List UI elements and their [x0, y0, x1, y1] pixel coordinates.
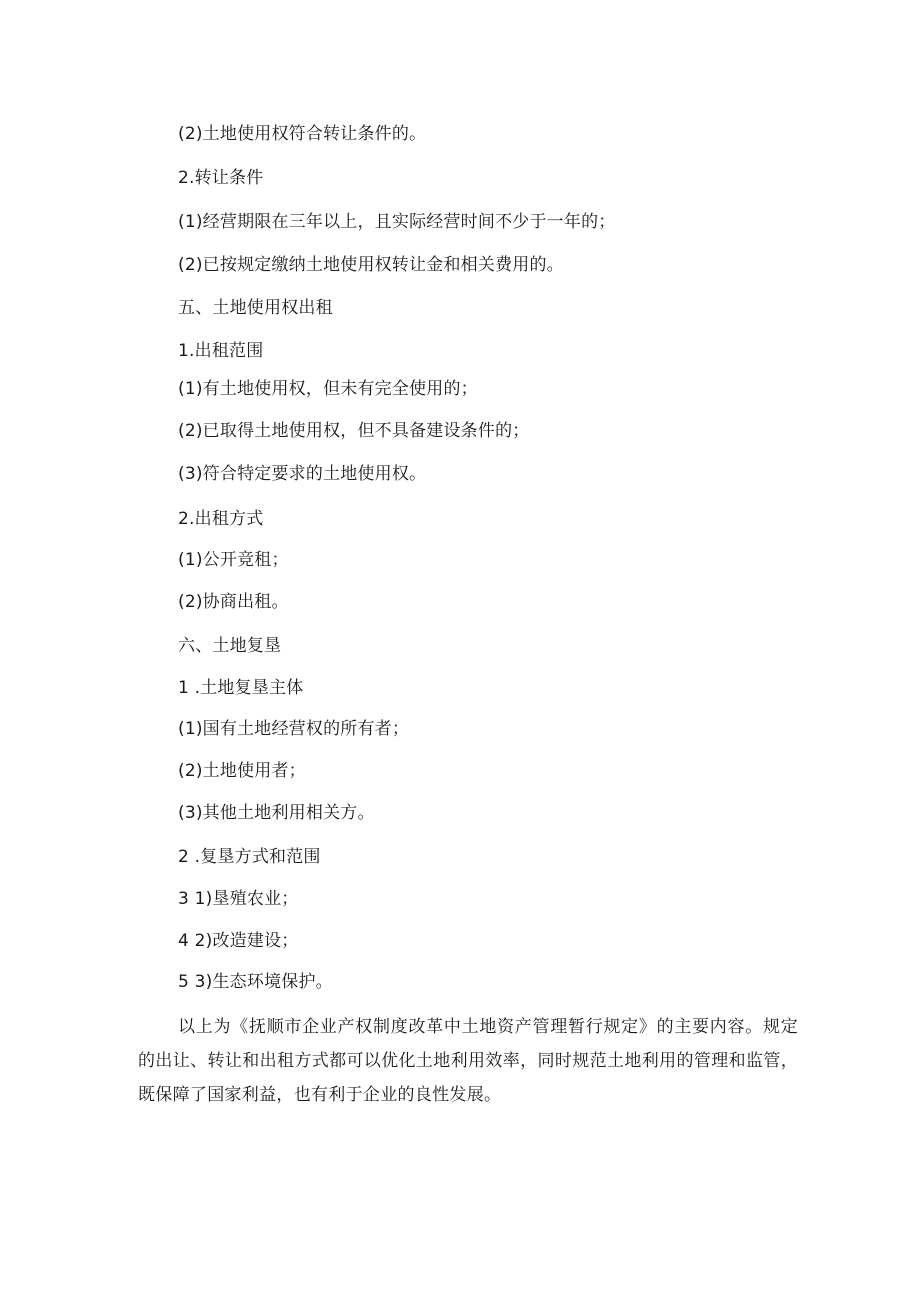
heading-reclamation-methods: 2 .复垦方式和范围 — [178, 847, 321, 867]
transfer-condition-2: (2)已按规定缴纳土地使用权转让金和相关费用的。 — [178, 255, 564, 275]
heading-lease-scope: 1.出租范围 — [178, 341, 264, 361]
section-heading-lease: 五、土地使用权出租 — [178, 298, 333, 318]
reclamation-method-2: 4 2)改造建设； — [178, 931, 299, 951]
summary-paragraph: 以上为《抚顺市企业产权制度改革中土地资产管理暂行规定》的主要内容。规定的出让、转让和出租方式都可以优化土地利用效率，同时规范土地利用的管理和监管，既保障了国家利益，也有利于企业的良性发展。 — [138, 1017, 798, 1105]
lease-method-2: (2)协商出租。 — [178, 592, 289, 612]
clause-transfer-condition-2: (2)土地使用权符合转让条件的。 — [178, 124, 427, 144]
lease-scope-3: (3)符合特定要求的土地使用权。 — [178, 464, 427, 484]
reclamation-subject-3: (3)其他土地利用相关方。 — [178, 803, 375, 823]
lease-scope-1: (1)有土地使用权，但未有完全使用的； — [178, 379, 478, 399]
reclamation-method-3: 5 3)生态环境保护。 — [178, 972, 333, 992]
reclamation-subject-1: (1)国有土地经营权的所有者； — [178, 719, 410, 739]
heading-lease-methods: 2.出租方式 — [178, 509, 264, 529]
reclamation-subject-2: (2)土地使用者； — [178, 761, 306, 781]
lease-scope-2: (2)已取得土地使用权，但不具备建设条件的； — [178, 421, 530, 441]
lease-method-1: (1)公开竞租； — [178, 550, 289, 570]
section-heading-reclamation: 六、土地复垦 — [178, 636, 282, 656]
heading-transfer-conditions: 2.转让条件 — [178, 168, 264, 188]
transfer-condition-1: (1)经营期限在三年以上，且实际经营时间不少于一年的； — [178, 212, 616, 232]
reclamation-method-1: 3 1)垦殖农业； — [178, 889, 299, 909]
heading-reclamation-subject: 1 .土地复垦主体 — [178, 678, 304, 698]
